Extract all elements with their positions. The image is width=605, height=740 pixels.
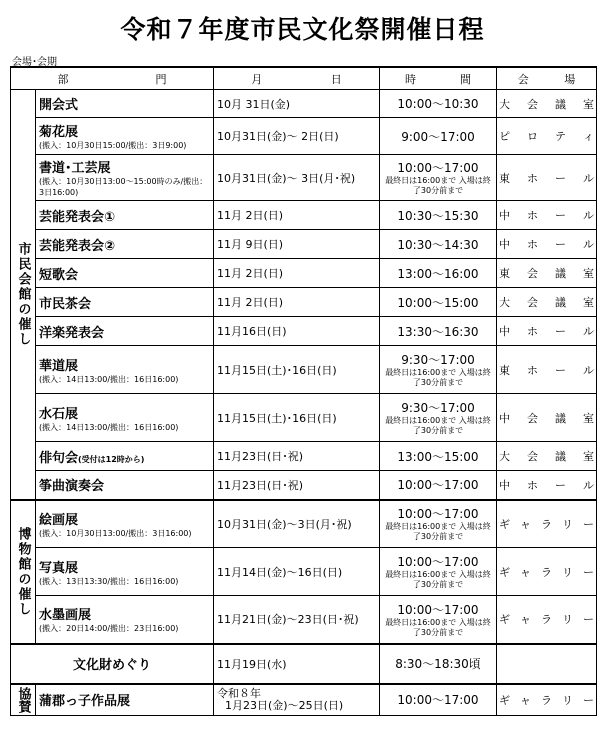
event-cell	[36, 500, 214, 548]
time-cell: 10:00～17:00	[380, 471, 497, 500]
time-cell: 10:30～15:30	[380, 201, 497, 230]
venue-cell: 東 ホ ー ル	[497, 346, 597, 394]
header-venue: 会 場	[497, 67, 597, 90]
date-cell: 令和８年 1月23日(金)～25日(日)	[214, 684, 380, 716]
venue-cell: 大 会 議 室	[497, 442, 597, 471]
venue-cell: ギ ャ ラ リ ー	[497, 548, 597, 596]
schedule-row	[11, 118, 597, 155]
event-note: (搬入：14日13:00/搬出：16日16:00)	[39, 422, 179, 432]
date-cell: 11月21日(金)～23日(日･祝)	[214, 596, 380, 644]
event-cell	[36, 90, 214, 118]
time-cell: 8:30～18:30頃	[380, 644, 497, 684]
venue-cell: 中 ホ ー ル	[497, 317, 597, 346]
venue-cell: 中 会 議 室	[497, 394, 597, 442]
time-cell: 10:30～14:30	[380, 230, 497, 259]
venue-cell: 大 会 議 室	[497, 90, 597, 118]
event-name: 俳句会	[39, 450, 79, 466]
venue-cell: ギ ャ ラ リ ー	[497, 500, 597, 548]
event-cell	[36, 201, 214, 230]
time-note: 最終日は16:00まで 入場は終了30分前まで	[385, 176, 491, 195]
event-name: 華道展	[39, 358, 79, 374]
event-note: (搬入：10月30日13:00～15:00時のみ/搬出：3日16:00)	[39, 177, 208, 197]
schedule-row	[11, 317, 597, 346]
time-note: 最終日は16:00まで 入場は終了30分前まで	[385, 416, 491, 435]
venue-cell	[497, 644, 597, 684]
time-cell: 10:00～17:00 最終日は16:00まで 入場は終了30分前まで	[380, 500, 497, 548]
event-cell	[36, 118, 214, 155]
group-label: 市民会館の催し	[11, 90, 36, 500]
event-cell	[36, 230, 214, 259]
event-note: (搬入：13日13:30/搬出：16日16:00)	[39, 576, 179, 586]
event-name: 洋楽発表会	[39, 325, 105, 341]
event-cell: 文化財めぐり	[11, 644, 214, 684]
venue-cell: 中 ホ ー ル	[497, 471, 597, 500]
event-note: (搬入：14日13:00/搬出：16日16:00)	[39, 374, 179, 384]
venue-period-label: 会場･会期	[12, 57, 57, 68]
time-note: 最終日は16:00まで 入場は終了30分前まで	[385, 368, 491, 387]
event-cell: 蒲郡っ子作品展	[36, 684, 214, 716]
venue-cell: 中 ホ ー ル	[497, 201, 597, 230]
date-cell: 11月15日(土)･16日(日)	[214, 394, 380, 442]
header-date: 月 日	[214, 67, 380, 90]
header-time: 時 間	[380, 67, 497, 90]
date-cell: 11月23日(日･祝)	[214, 442, 380, 471]
time-cell: 10:00～17:00 最終日は16:00まで 入場は終了30分前まで	[380, 155, 497, 201]
time-cell: 13:00～16:00	[380, 259, 497, 288]
event-cell	[36, 471, 214, 500]
event-name: 筝曲演奏会	[39, 479, 105, 495]
schedule-row	[11, 500, 597, 548]
time-cell: 9:30～17:00 最終日は16:00まで 入場は終了30分前まで	[380, 346, 497, 394]
date-cell: 11月16日(日)	[214, 317, 380, 346]
event-name: 書道･工芸展	[39, 161, 111, 176]
time-cell: 10:00～17:00	[380, 684, 497, 716]
schedule-row	[11, 394, 597, 442]
event-note: (搬入：10月30日13:00/搬出：3日16:00)	[39, 528, 192, 538]
schedule-row	[11, 548, 597, 596]
page-title: 令和７年度市民文化祭開催日程	[120, 15, 485, 44]
event-note: (搬入：20日14:00/搬出：23日16:00)	[39, 624, 179, 634]
event-note: (搬入：10月30日15:00/搬出：3日9:00)	[39, 141, 187, 150]
time-cell: 9:00～17:00	[380, 118, 497, 155]
date-cell: 11月 2日(日)	[214, 259, 380, 288]
schedule-row	[11, 230, 597, 259]
time-cell: 10:00～10:30	[380, 90, 497, 118]
venue-cell: 東 ホ ー ル	[497, 155, 597, 201]
time-cell: 10:00～15:00	[380, 288, 497, 317]
group-label: 協賛	[11, 684, 36, 716]
schedule-row	[11, 684, 597, 716]
schedule-row	[11, 346, 597, 394]
event-name: 水墨画展	[39, 608, 92, 624]
date-cell: 11月19日(水)	[214, 644, 380, 684]
group-label: 博物館の催し	[11, 500, 36, 644]
schedule-row	[11, 471, 597, 500]
event-name: 芸能発表会②	[39, 238, 116, 254]
schedule-row	[11, 442, 597, 471]
event-cell	[36, 548, 214, 596]
event-inline-note: (受付は12時から)	[78, 454, 145, 464]
venue-cell: 東 会 議 室	[497, 259, 597, 288]
date-cell: 10月 31日(金)	[214, 90, 380, 118]
venue-cell: 中 ホ ー ル	[497, 230, 597, 259]
event-cell	[36, 596, 214, 644]
event-name: 菊花展	[39, 125, 79, 140]
time-note: 最終日は16:00まで 入場は終了30分前まで	[385, 522, 491, 542]
time-cell: 13:00～15:00	[380, 442, 497, 471]
event-cell	[36, 394, 214, 442]
date-cell: 11月23日(日･祝)	[214, 471, 380, 500]
event-name: 開会式	[39, 98, 79, 113]
venue-cell: 大 会 議 室	[497, 288, 597, 317]
venue-cell: ピ ロ テ ィ	[497, 118, 597, 155]
venue-cell: ギ ャ ラ リ ー	[497, 596, 597, 644]
date-cell: 11月 2日(日)	[214, 288, 380, 317]
date-cell: 10月31日(金)～ 3日(月･祝)	[214, 155, 380, 201]
schedule-row	[11, 155, 597, 201]
schedule-row	[11, 201, 597, 230]
event-cell	[36, 442, 214, 471]
venue-cell: ギ ャ ラ リ ー	[497, 684, 597, 716]
time-cell: 10:00～17:00 最終日は16:00まで 入場は終了30分前まで	[380, 596, 497, 644]
time-note: 最終日は16:00まで 入場は終了30分前まで	[385, 617, 491, 637]
date-cell: 10月31日(金)～3日(月･祝)	[214, 500, 380, 548]
event-name: 写真展	[39, 560, 79, 576]
date-cell: 11月 9日(日)	[214, 230, 380, 259]
event-name: 市民茶会	[39, 296, 92, 312]
time-note: 最終日は16:00まで 入場は終了30分前まで	[385, 570, 491, 589]
date-cell: 11月 2日(日)	[214, 201, 380, 230]
time-cell: 10:00～17:00 最終日は16:00まで 入場は終了30分前まで	[380, 548, 497, 596]
schedule-row	[11, 288, 597, 317]
event-cell	[36, 317, 214, 346]
event-name: 水石展	[39, 406, 79, 422]
event-name: 短歌会	[39, 267, 79, 283]
event-name: 絵画展	[39, 512, 79, 528]
date-cell: 10月31日(金)～ 2日(日)	[214, 118, 380, 155]
date-cell: 11月14日(金)～16日(日)	[214, 548, 380, 596]
event-cell	[36, 155, 214, 201]
schedule-row	[11, 259, 597, 288]
schedule-row	[11, 90, 597, 118]
schedule-table	[10, 66, 597, 716]
header-dept: 部 門	[11, 67, 214, 90]
schedule-row	[11, 644, 597, 684]
event-cell	[36, 259, 214, 288]
time-cell: 13:30～16:30	[380, 317, 497, 346]
event-cell	[36, 346, 214, 394]
event-name: 芸能発表会①	[39, 209, 116, 225]
schedule-row	[11, 596, 597, 644]
header-row	[11, 67, 597, 90]
time-cell: 9:30～17:00 最終日は16:00まで 入場は終了30分前まで	[380, 394, 497, 442]
date-cell: 11月15日(土)･16日(日)	[214, 346, 380, 394]
event-cell	[36, 288, 214, 317]
